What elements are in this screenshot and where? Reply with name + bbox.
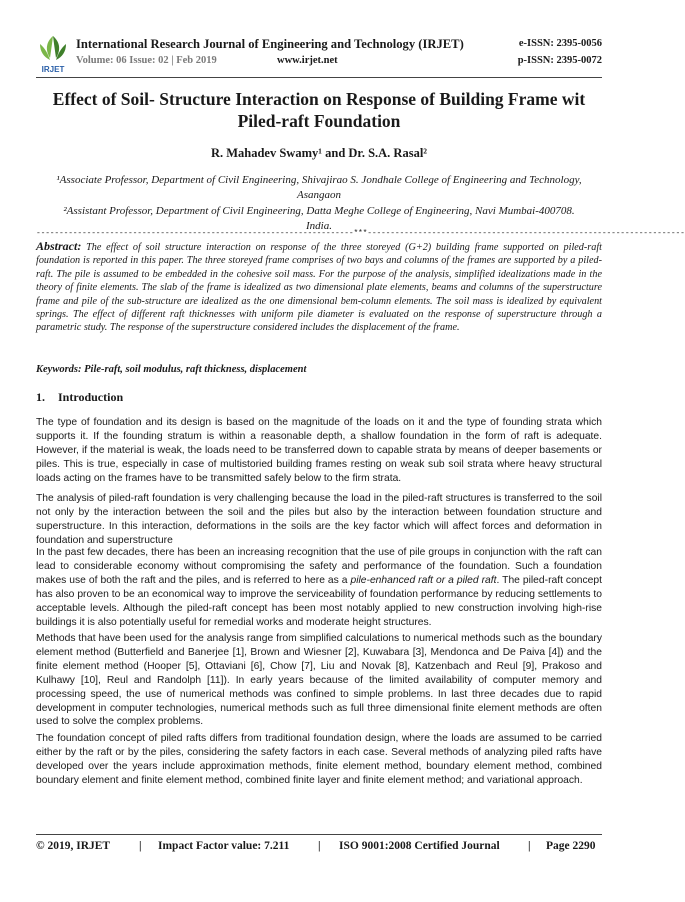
svg-text:IRJET: IRJET — [41, 65, 65, 74]
journal-header — [36, 34, 602, 74]
affiliation-2: ²Assistant Professor, Department of Civil Engineering, Datta Meghe College of Engineering, Navi Mumbai-400708. India. — [63, 205, 575, 232]
para3-text-a: In the past few decades, there has been an increasing recognition that the use of pile groups in conjunction with the raft can lead to considerable economy without compromising the safety and performance of the foundation. Such a foundation makes use of both the raft and the piles, and is referred to here as a — [36, 547, 602, 586]
footer-divider — [36, 834, 602, 835]
p-issn: p-ISSN: 2395-0072 — [517, 55, 602, 66]
intro-paragraph-3 — [36, 546, 602, 629]
intro-paragraph-1: The type of foundation and its design is based on the magnitude of the loads on it and the type of founding strata which supports it. If the founding stratum is within a reasonable depth, a shallow foundation in the form of raft is adequate. However, if the material is weak, the loads need to be transferred down to capable strata by means of deeper basements or piles. This is true, especially in case of multistoried building frames resting on weak sub soil strata where heavy structural loads acting on the frames have to be transmitted safely below to the firm strata. — [36, 417, 602, 484]
journal-website: www.irjet.net — [277, 55, 338, 66]
footer-divider-2: | — [318, 840, 321, 852]
header-divider — [36, 77, 602, 78]
affiliation-1: ¹Associate Professor, Department of Civil Engineering, Shivajirao S. Jondhale College of Engineering and Technology, Asangaon — [56, 174, 582, 201]
intro-paragraph-5: The foundation concept of piled rafts differs from traditional foundation design, where the loads are assumed to be carried either by the raft or by the piles, considering the safety factors in each case. Several methods of analyzing piled rafts have developed over the years include approximation methods, finite element method, boundary element method, combined boundary element and finite element method, combined finite layer and finite element method; and variational approach. — [36, 733, 602, 786]
footer-copyright: © 2019, IRJET — [36, 840, 111, 852]
abstract-text: The effect of soil structure interaction on response of the three storeyed (G+2) building frame supported on piled-raft foundation is reported in this paper. The three storeyed frame comprises of two bays and columns of the frames are supported by a piled-raft. The pile is assumed to be embedded in the cohesive soil mass. For the purpose of the analysis, simplified idealizations made in the theory of finite elements. The slab of the frame is idealized as two dimensional plate elements, beams and columns of the superstructure frame and pile of the sub-structure are idealized as the one dimensional bem-column elements. The soil mass is idealized by equivalent springs. The effect of different raft thicknesses with uniform pile diameter is evaluated on the response of superstructure through a parametric study. The response of the superstructure considered includes the displacement of the frame. — [36, 242, 602, 334]
section-separator: ---------------------------------------------------------------------***--------------------------------------------------------------------- — [36, 229, 685, 238]
footer-iso: ISO 9001:2008 Certified Journal — [339, 840, 500, 852]
section-title: Introduction — [58, 390, 124, 404]
volume-info: Volume: 06 Issue: 02 | Feb 2019 — [76, 55, 217, 66]
para3-italic-term: pile-enhanced raft or a piled raft — [350, 574, 497, 586]
section-number: 1. — [36, 390, 45, 404]
keywords: Keywords: Pile-raft, soil modulus, raft thickness, displacement — [36, 364, 307, 375]
irjet-logo-icon — [36, 34, 70, 74]
paper-title: Effect of Soil- Structure Interaction on Response of Building Frame wit Piled-raft Foundation — [52, 89, 586, 131]
abstract — [36, 240, 602, 335]
footer-impact-factor: Impact Factor value: 7.211 — [158, 840, 290, 852]
intro-paragraph-4: Methods that have been used for the analysis range from simplified calculations to numerical methods such as the boundary element method (Butterfield and Banerjee [1], Brown and Wiesner [2], Kuwabara [3], Mendonca and De Paiva [4]) and the finite element method (Hooper [5], Ottaviani [6], Chow [7], Liu and Novak [8], Katzenbach and Reul [9], Prakoso and Kulhawy [10], Reul and Randolph [11]). In early years because of the limited availability of computer memory and processing speed, the use of numerical methods was confined to simple problems. In last three decades due to rapid development in computer technologies, numerical methods such as full three dimensional finite element methods are often used to solve the complex problems. — [36, 633, 602, 728]
journal-name: International Research Journal of Engineering and Technology (IRJET) — [76, 37, 464, 51]
paper-authors: R. Mahadev Swamy¹ and Dr. S.A. Rasal² — [210, 146, 428, 160]
footer-page-number: Page 2290 — [546, 840, 596, 852]
intro-paragraph-2: The analysis of piled-raft foundation is very challenging because the load in the piled-raft structures is transferred to the soil not only by the interaction between the soil and the piles but also by the interaction between foundation structure and superstructure. In this interaction, deformations in the soils are the key factor which will affect forces and deformation in foundation and superstructure — [36, 493, 602, 546]
footer-divider-3: | — [528, 840, 531, 852]
para3-text-b: . The piled-raft concept has also proven to be an economical way to improve the serviceability of foundation performance by reducing settlements to acceptable levels. Although the piled-raft concept has been most notably applied to new construction involving high-rise buildings it is also potentially useful for remedial works and moderate height structures. — [36, 574, 602, 628]
footer-divider-1: | — [139, 840, 142, 852]
irjet-logo — [36, 34, 70, 74]
abstract-label: Abstract: — [36, 239, 82, 253]
e-issn: e-ISSN: 2395-0056 — [518, 38, 602, 49]
section-heading — [36, 390, 123, 405]
